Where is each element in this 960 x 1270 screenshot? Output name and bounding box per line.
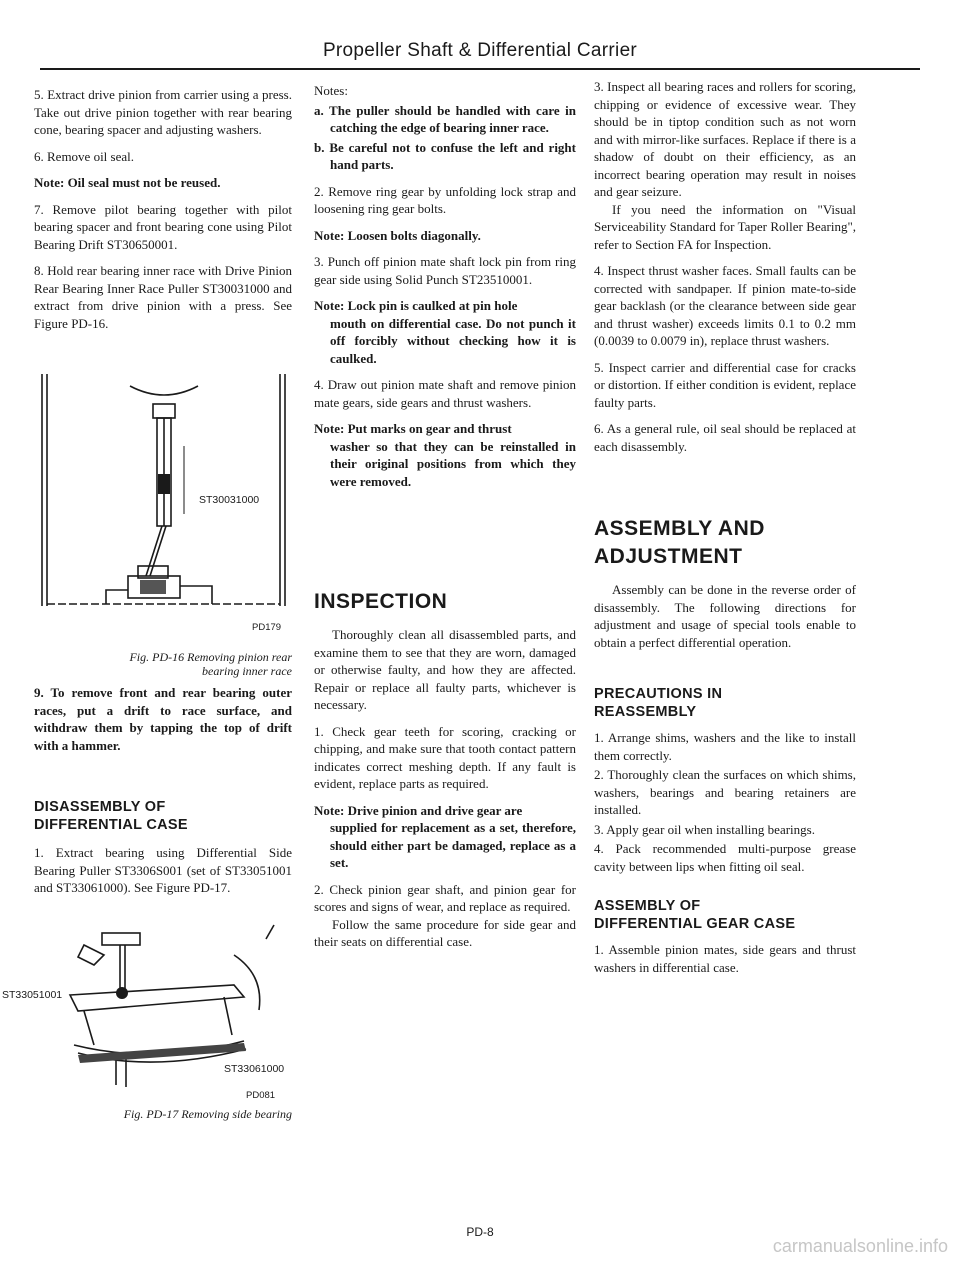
heading-precautions-line1: PRECAUTIONS IN (594, 686, 723, 702)
inspection-step-3b: If you need the information on "Visual Serviceability Standard for Taper Roller Bearing", refer to Section FA for Inspection. (594, 201, 856, 252)
page-number: PD-8 (466, 1225, 494, 1239)
heading-assembly-diff-line2: DIFFERENTIAL GEAR CASE (594, 916, 796, 932)
note-drive-body: supplied for replacement as a set, therefore, should either part be damaged, replace as a set. (330, 820, 576, 870)
note-oil-seal: Note: Oil seal must not be reused. (34, 175, 221, 190)
middle-step-2: 2. Remove ring gear by unfolding lock strap and loosening ring gear bolts. (314, 183, 576, 216)
precaution-1: 1. Arrange shims, washers and the like to install them correctly. (594, 730, 856, 763)
note-lock-pin-lead: Note: Lock pin is caulked at pin hole (314, 298, 518, 313)
step-6: 6. Remove oil seal. (34, 148, 135, 164)
heading-precautions (594, 685, 856, 721)
inspection-step-2b: Follow the same procedure for side gear and their seats on differential case. (314, 916, 576, 949)
heading-disassembly-diff-case (34, 798, 292, 834)
inspection-step-4: 4. Inspect thrust washer faces. Small faults can be corrected with sandpaper. If pinion mate-to-side gear backlash (or the clearance between side gear and thrust washer) exceeds limits 0.1 to 0.2 mm (0.0039 to 0.0079 in), replace thrust washers. (594, 263, 856, 348)
inspection-intro: Thoroughly clean all disassembled parts, and examine them to see that they are worn, damaged or otherwise faulty, and how they are affected. Repair or replace all faulty parts, whichever is necessary. (314, 627, 576, 712)
middle-column (314, 82, 576, 960)
assembly-intro: Assembly can be done in the reverse order of disassembly. The following directions for adjustment and usage of special tools enable to obtain a perfect differential operation. (594, 582, 856, 650)
figure-pd17 (2, 915, 292, 1125)
page-header-title: Propeller Shaft & Differential Carrier (322, 40, 638, 61)
left-column (2, 86, 292, 1125)
note-loosen-bolts: Note: Loosen bolts diagonally. (314, 227, 481, 243)
pd16-caption-line1: Fig. PD-16 Removing pinion rear (129, 650, 292, 664)
heading-disassembly-line2: DIFFERENTIAL CASE (34, 817, 188, 833)
pd17-code: PD081 (246, 1089, 276, 1101)
middle-step-3: 3. Punch off pinion mate shaft lock pin from ring gear side using Solid Punch ST23510001. (314, 254, 576, 287)
inspection-step-6: 6. As a general rule, oil seal should be replaced at each disassembly. (594, 421, 856, 454)
inspection-step-2: 2. Check pinion gear shaft, and pinion gear for scores and signs of wear, and replace as required. (314, 881, 576, 914)
middle-step-4: 4. Draw out pinion mate shaft and remove pinion mate gears, side gears and thrust washers. (314, 377, 576, 410)
step-8: 8. Hold rear bearing inner race with Drive Pinion Rear Bearing Inner Race Puller ST30031000 and extract from drive pinion with a press. See Figure PD-16. (34, 263, 292, 331)
step-7: 7. Remove pilot bearing together with pilot bearing spacer and front bearing cone using Pilot Bearing Drift ST30650001. (34, 201, 292, 252)
note-drive-lead: Note: Drive pinion and drive gear are (314, 802, 523, 818)
inspection-step-1: 1. Check gear teeth for scoring, cracking or chipping, and make sure that tooth contact pattern indicates correct meshing depth. If any fault is evident, replace parts as required. (314, 723, 576, 791)
heading-assembly-adjustment (594, 515, 856, 571)
precaution-2: 2. Thoroughly clean the surfaces on which shims, washers, bearings and bearing retainers are installed. (594, 767, 856, 817)
note-marks-lead: Note: Put marks on gear and thrust (314, 421, 512, 436)
note-marks-body: washer so that they can be reinstalled in their original positions from which they were removed. (330, 438, 576, 489)
inspection-step-3: 3. Inspect all bearing races and rollers for scoring, chipping or evidence of excessive wear. They should be in tiptop condition such as not worn and with mirror-like surfaces. Replace if there is a shadow of doubt on their efficiency, as an incorrect bearing operation may result in noises and gear seizure. (594, 79, 856, 199)
precaution-4: 4. Pack recommended multi-purpose grease cavity between lips when fitting oil seal. (594, 841, 856, 874)
watermark: carmanualsonline.info (772, 1236, 948, 1256)
pd17-label-left: ST33051001 (2, 988, 63, 1001)
heading-precautions-line2: REASSEMBLY (594, 704, 697, 720)
pd16-code: PD179 (252, 622, 282, 633)
heading-assembly-diff-line1: ASSEMBLY OF (594, 898, 701, 914)
heading-assembly-line2: ADJUSTMENT (594, 545, 743, 568)
pd17-caption: Fig. PD-17 Removing side bearing (123, 1106, 292, 1121)
notes-title: Notes: (314, 83, 348, 98)
heading-assembly-diff-case (594, 897, 856, 933)
note-b: b. Be careful not to confuse the left and right hand parts. (314, 139, 576, 172)
heading-inspection: INSPECTION (314, 590, 448, 613)
pd17-label-right: ST33061000 (224, 1062, 285, 1075)
note-lock-pin-body: mouth on differential case. Do not punch it off forcibly without checking how it is caulked. (330, 315, 576, 366)
disassembly-step-1: 1. Extract bearing using Differential Side Bearing Puller ST3306S001 (set of ST33051001 and ST33061000). See Figure PD-17. (34, 845, 292, 895)
figure-pd16 (34, 354, 292, 684)
right-column (594, 78, 856, 985)
pd16-caption-line2: bearing inner race (202, 664, 292, 678)
precaution-3: 3. Apply gear oil when installing bearings. (594, 821, 815, 837)
note-a: a. The puller should be handled with care in catching the edge of bearing inner race. (314, 102, 576, 135)
step-5: 5. Extract drive pinion from carrier using a press. Take out drive pinion together with rear bearing cone, bearing spacer and adjusting washers. (34, 87, 292, 137)
header-rule (40, 68, 920, 70)
pd16-tool-label: ST30031000 (199, 494, 260, 506)
heading-disassembly-line1: DISASSEMBLY OF (34, 799, 166, 815)
heading-assembly-line1: ASSEMBLY AND (594, 517, 765, 540)
assembly-step-1: 1. Assemble pinion mates, side gears and thrust washers in differential case. (594, 942, 856, 975)
step-9: 9. To remove front and rear bearing outer races, put a drift to race surface, and withdraw them by tapping the top of drift with a hammer. (34, 685, 292, 753)
inspection-step-5: 5. Inspect carrier and differential case for cracks or distortion. If either condition is evident, replace faulty parts. (594, 359, 856, 410)
pd16-caption (34, 650, 292, 678)
